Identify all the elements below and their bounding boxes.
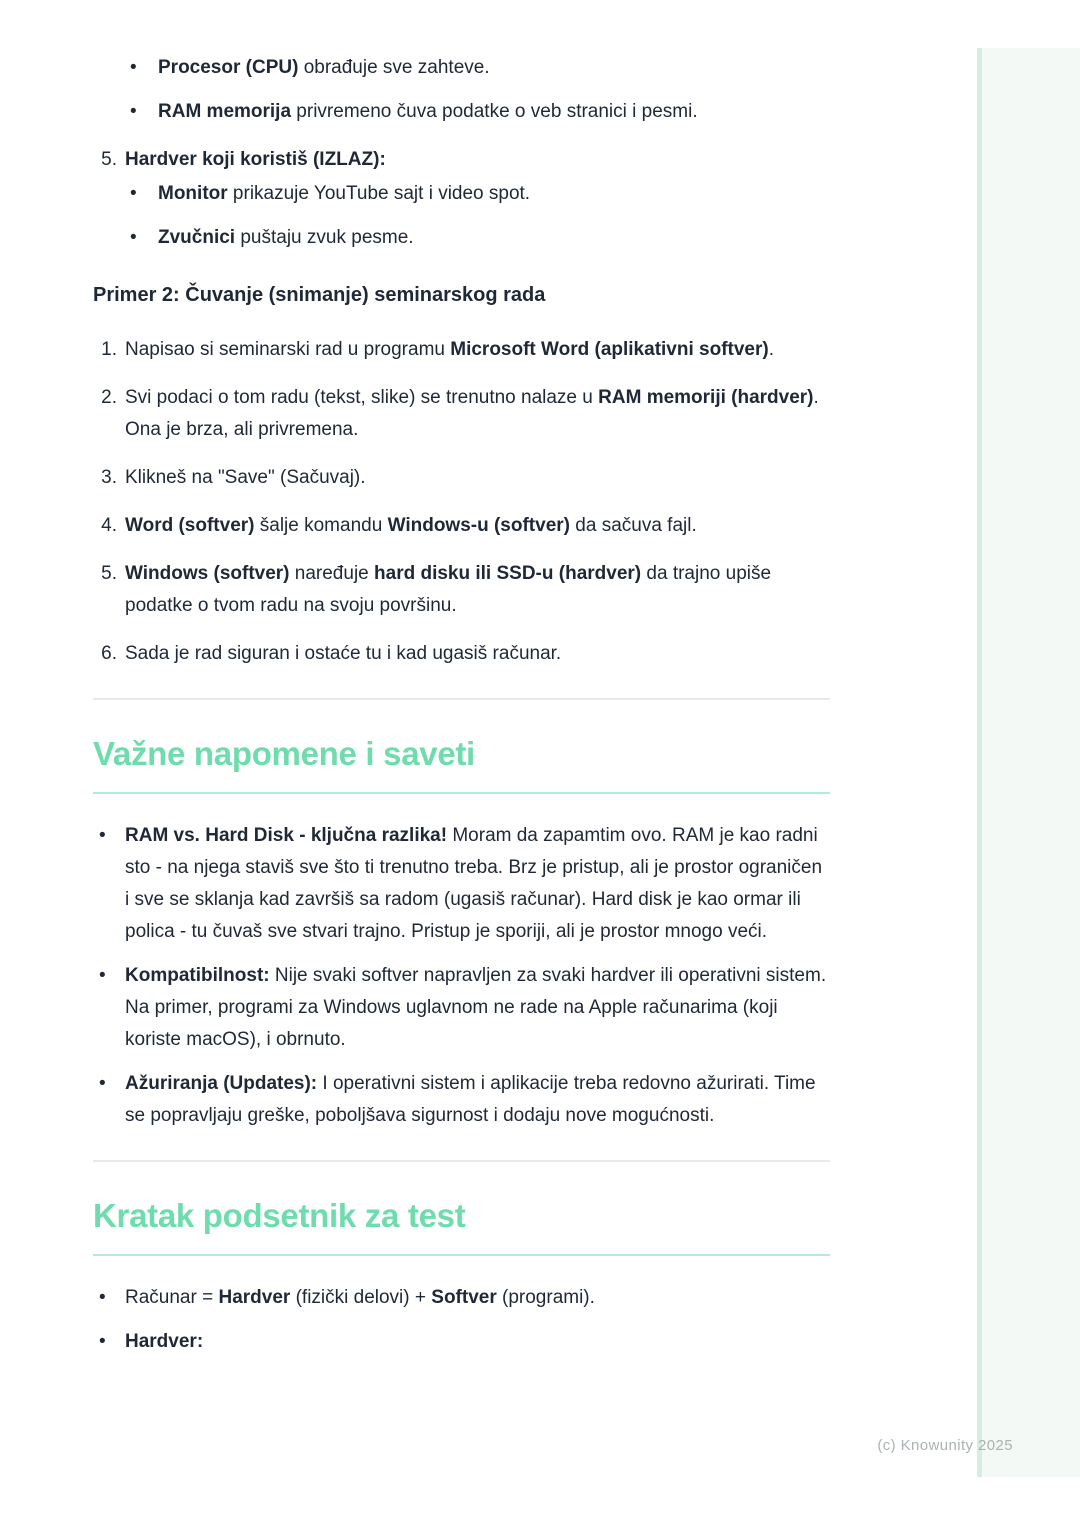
regular-text: Sada je rad siguran i ostaće tu i kad ugasiš računar. xyxy=(125,643,562,664)
item-text xyxy=(125,1331,203,1352)
regular-text: puštaju zvuk pesme. xyxy=(235,227,414,248)
regular-text: Napisao si seminarski rad u programu xyxy=(125,339,451,360)
list-item xyxy=(93,820,830,948)
subheading xyxy=(93,280,830,310)
numbered-item xyxy=(93,510,830,542)
item-text xyxy=(158,101,698,122)
numbered-item xyxy=(93,334,830,366)
item-number: 6. xyxy=(101,643,117,664)
regular-text: prikazuje YouTube sajt i video spot. xyxy=(227,183,531,204)
numbered-item xyxy=(93,462,830,494)
regular-text: I operativni sistem i aplikacije treba redovno ažurirati. Time se popravljaju greške, poboljšava sigurnost i dodaju nove mogućnosti. xyxy=(125,1073,816,1126)
regular-text: (programi). xyxy=(496,1287,595,1308)
bold-text: Softver xyxy=(431,1287,497,1308)
regular-text: (fizički delovi) + xyxy=(290,1287,432,1308)
item-number: 5. xyxy=(101,149,117,170)
item-text xyxy=(158,183,530,204)
regular-text: šalje komandu xyxy=(254,515,388,536)
bullet-icon: • xyxy=(99,965,106,986)
bold-text: Windows-u (softver) xyxy=(387,515,570,536)
regular-text: da sačuva fajl. xyxy=(570,515,697,536)
section-heading: Kratak podsetnik za test xyxy=(93,1196,830,1256)
item-text xyxy=(125,643,561,664)
numbered-item xyxy=(93,144,830,176)
bold-text: Kompatibilnost: xyxy=(125,965,270,986)
item-text xyxy=(125,1073,816,1126)
bold-text: hard disku ili SSD-u (hardver) xyxy=(374,563,642,584)
item-text xyxy=(125,339,774,360)
numbered-item xyxy=(93,382,830,446)
item-number: 5. xyxy=(101,563,117,584)
item-text xyxy=(125,825,822,942)
bold-text: Ažuriranja (Updates): xyxy=(125,1073,318,1094)
item-text xyxy=(125,965,826,1050)
regular-text: Računar = xyxy=(125,1287,219,1308)
bullet-icon: • xyxy=(130,227,137,248)
item-text xyxy=(125,467,366,488)
regular-text: Nije svaki softver napravljen za svaki hardver ili operativni sistem. Na primer, programi za Windows uglavnom ne rade na Apple računarima (koji koriste macOS), i obrnuto. xyxy=(125,965,827,1050)
bold-text: RAM memoriji (hardver) xyxy=(598,387,814,408)
numbered-item xyxy=(93,638,830,670)
list-item xyxy=(93,52,830,84)
bold-text: Hardver: xyxy=(125,1331,204,1352)
bullet-icon: • xyxy=(99,1073,106,1094)
bold-text: Microsoft Word (aplikativni softver) xyxy=(450,339,769,360)
regular-text: naređuje xyxy=(289,563,375,584)
item-text xyxy=(125,149,386,170)
bold-text: Procesor (CPU) xyxy=(158,57,299,78)
bold-text: RAM memorija xyxy=(158,101,292,122)
bold-text: Monitor xyxy=(158,183,228,204)
section-divider xyxy=(93,1160,830,1162)
watermark: (c) Knowunity 2025 xyxy=(877,1437,1013,1454)
regular-text: obrađuje sve zahteve. xyxy=(298,57,490,78)
list-item xyxy=(93,960,830,1056)
bold-text: Zvučnici xyxy=(158,227,236,248)
bullet-icon: • xyxy=(130,57,137,78)
list-item xyxy=(93,178,830,210)
bullet-icon: • xyxy=(130,101,137,122)
item-text xyxy=(158,57,490,78)
bold-text: Primer 2: Čuvanje (snimanje) seminarskog rada xyxy=(93,284,546,306)
bullet-icon: • xyxy=(99,1331,106,1352)
list-item xyxy=(93,1068,830,1132)
document-content xyxy=(93,0,830,1370)
list-item xyxy=(93,222,830,254)
bold-text: Hardver xyxy=(218,1287,291,1308)
item-text xyxy=(93,284,545,306)
bullet-icon: • xyxy=(99,825,106,846)
item-text xyxy=(158,227,414,248)
item-number: 4. xyxy=(101,515,117,536)
list-item xyxy=(93,1326,830,1358)
item-text xyxy=(125,387,819,440)
list-item xyxy=(93,1282,830,1314)
item-number: 3. xyxy=(101,467,117,488)
regular-text: da trajno upiše podatke o tvom radu na svoju površinu. xyxy=(125,563,772,616)
numbered-item xyxy=(93,558,830,622)
bold-text: RAM vs. Hard Disk - ključna razlika! xyxy=(125,825,448,846)
page-side-strip xyxy=(977,48,1080,1477)
bold-text: Windows (softver) xyxy=(125,563,290,584)
regular-text: . xyxy=(768,339,774,360)
regular-text: . Ona je brza, ali privremena. xyxy=(125,387,819,440)
item-number: 2. xyxy=(101,387,117,408)
bold-text: Hardver koji koristiš (IZLAZ): xyxy=(125,149,386,170)
section-divider xyxy=(93,698,830,700)
item-text xyxy=(125,515,697,536)
item-number: 1. xyxy=(101,339,117,360)
regular-text: privremeno čuva podatke o veb stranici i pesmi. xyxy=(291,101,698,122)
section-heading: Važne napomene i saveti xyxy=(93,734,830,794)
regular-text: Svi podaci o tom radu (tekst, slike) se trenutno nalaze u xyxy=(125,387,599,408)
item-text xyxy=(125,563,771,616)
list-item xyxy=(93,96,830,128)
regular-text: Klikneš na "Save" (Sačuvaj). xyxy=(125,467,366,488)
item-text xyxy=(125,1287,595,1308)
bold-text: Word (softver) xyxy=(125,515,255,536)
bullet-icon: • xyxy=(130,183,137,204)
bullet-icon: • xyxy=(99,1287,106,1308)
regular-text: Moram da zapamtim ovo. RAM je kao radni sto - na njega staviš sve što ti trenutno treba. Brz je pristup, ali je prostor ograničen i sve se sklanja kad završiš sa radom (ugasiš računar). Hard disk je kao ormar ili polica - tu čuvaš sve stvari trajno. Pristup je sporiji, ali je prostor mnogo veći. xyxy=(125,825,823,942)
